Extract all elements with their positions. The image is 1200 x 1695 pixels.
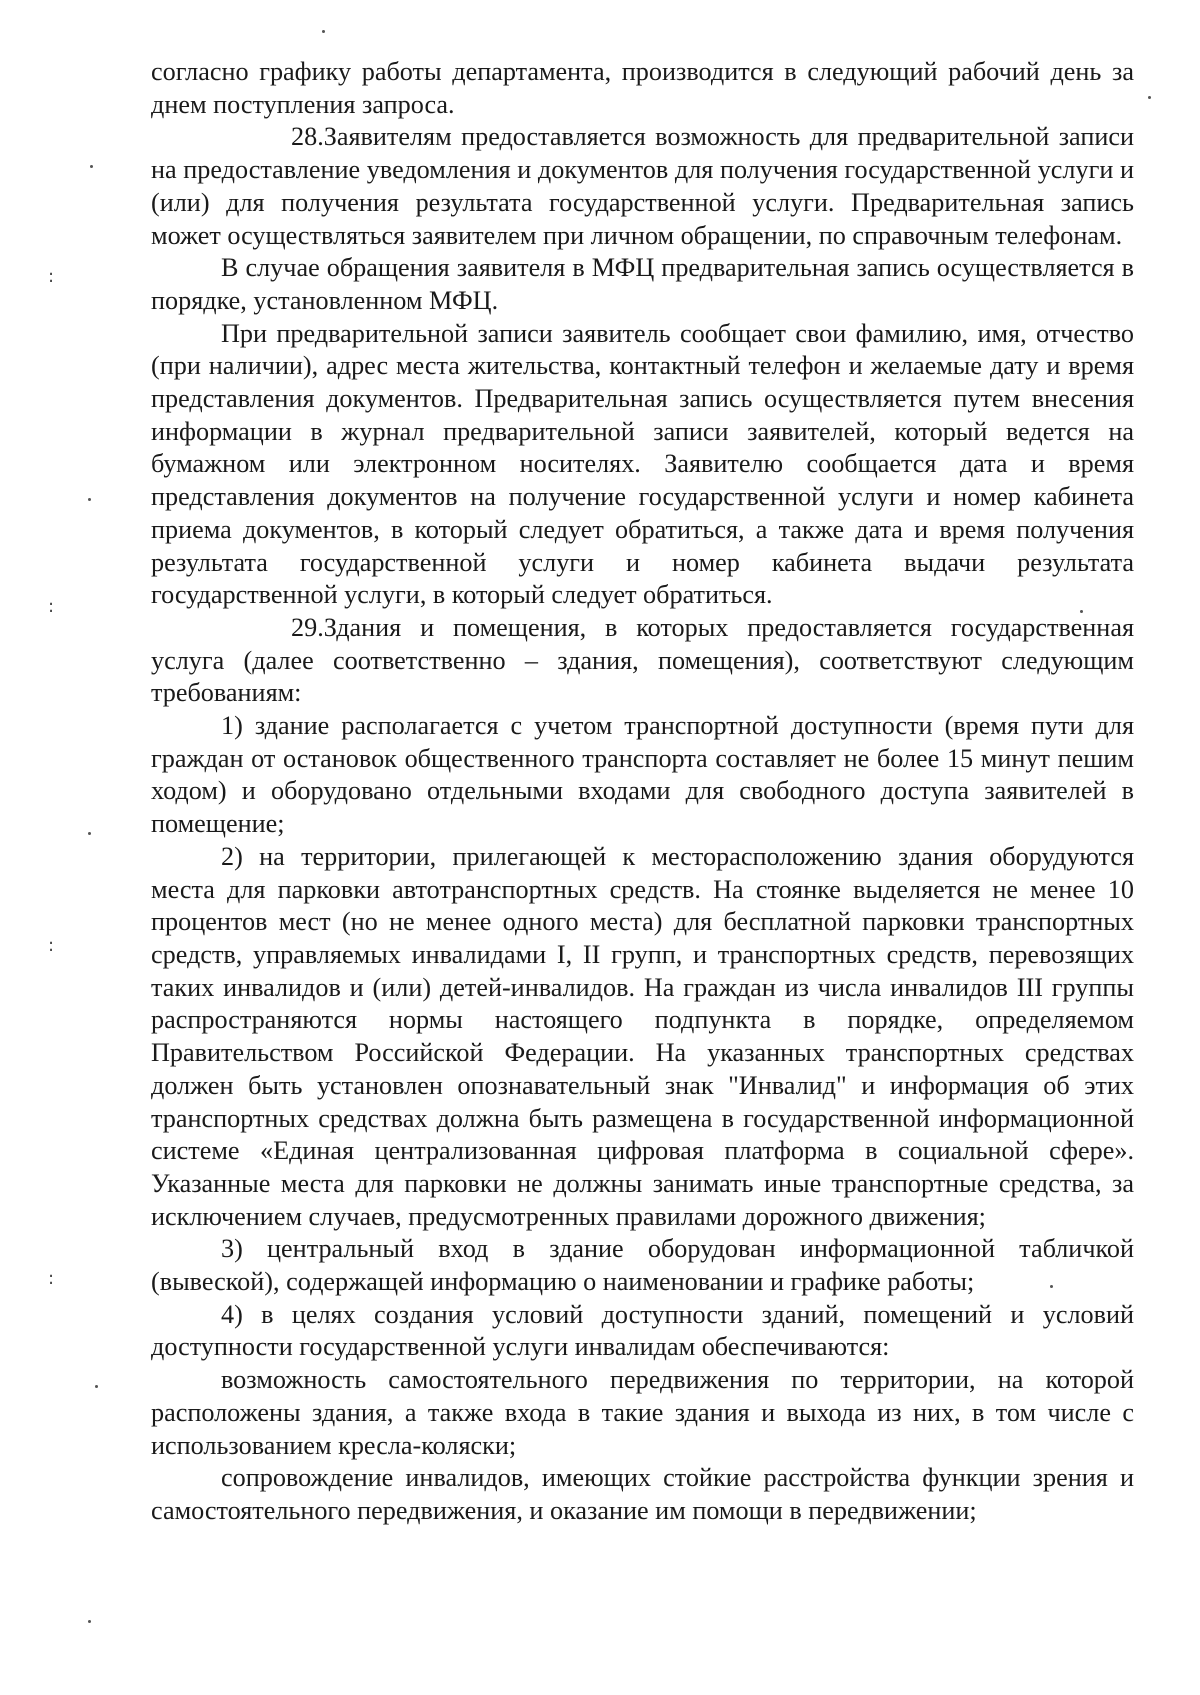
sub-item: [151, 1462, 1134, 1527]
document-page: [151, 56, 1134, 1528]
margin-mark: :: [48, 1268, 55, 1289]
paragraph-text: 1) здание располагается с учетом транспортной доступности (время пути для граждан от остановок общественного транспорта составляет не более 15 минут пешим ходом) и оборудовано отдельными входами для свободного доступа заявителей в помещение;: [151, 711, 1134, 839]
paragraph-number: 29.: [291, 612, 324, 642]
scan-speck: [95, 1385, 98, 1388]
list-item-4: [151, 1299, 1134, 1364]
margin-mark: :: [48, 596, 55, 617]
paragraph-text: 2) на территории, прилегающей к месторасположению здания оборудуются места для парковки автотранспортных средств. На стоянке выделяется не менее 10 процентов мест (но не менее одного места) для бесплатной парковки транспортных средств, управляемых инвалидами I, II групп, и транспортных средств, перевозящих таких инвалидов и (или) детей-инвалидов. На граждан из числа инвалидов III группы распространяются нормы настоящего подпункта в порядке, определяемом Правительством Российской Федерации. На указанных транспортных средствах должен быть установлен опознавательный знак "Инвалид" и информация об этих транспортных средствах должна быть размещена в государственной информационной системе «Единая централизованная цифровая платформа в социальной сфере». Указанные места для парковки не должны занимать иные транспортные средства, за исключением случаев, предусмотренных правилами дорожного движения;: [151, 841, 1134, 1231]
list-item-2: [151, 841, 1134, 1233]
paragraph-text: В случае обращения заявителя в МФЦ предварительная запись осуществляется в порядке, установленном МФЦ.: [151, 253, 1134, 315]
paragraph-text: 4) в целях создания условий доступности зданий, помещений и условий доступности государственной услуги инвалидам обеспечиваются:: [151, 1299, 1134, 1362]
paragraph-28: [151, 121, 1134, 252]
paragraph-text: сопровождение инвалидов, имеющих стойкие расстройства функции зрения и самостоятельного передвижения, и оказание им помощи в передвижении;: [151, 1463, 1134, 1525]
paragraph-text: возможность самостоятельного передвижения по территории, на которой расположены здания, а также входа в такие здания и выхода из них, в том числе с использованием кресла-коляски;: [151, 1365, 1134, 1460]
paragraph-29: [151, 612, 1134, 710]
scan-speck: [88, 832, 91, 835]
paragraph-text: При предварительной записи заявитель сообщает свои фамилию, имя, отчество (при наличии), адрес места жительства, контактный телефон и желаемые дату и время представления документов. Предварительная запись осуществляется путем внесения информации в журнал предварительной записи заявителей, который ведется на бумажном или электронном носителях. Заявителю сообщается дата и время представления документов на получение государственной услуги и номер кабинета приема документов, в который следует обратиться, а также дата и время получения результата государственной услуги и номер кабинета выдачи результата государственной услуги, в который следует обратиться.: [151, 318, 1134, 610]
list-item-3: [151, 1233, 1134, 1298]
paragraph: [151, 56, 1134, 121]
paragraph-text: Здания и помещения, в которых предоставляется государственная услуга (далее соответственно – здания, помещения), соответствуют следующим требованиям:: [151, 612, 1134, 708]
paragraph-text: согласно графику работы департамента, производится в следующий рабочий день за днем поступления запроса.: [151, 57, 1134, 119]
paragraph-text: Заявителям предоставляется возможность для предварительной записи на предоставление уведомления и документов для получения государственной услуги и (или) для получения результата государственной услуги. Предварительная запись может осуществляться заявителем при личном обращении, по справочным телефонам.: [151, 122, 1134, 250]
scan-speck: [88, 1620, 91, 1623]
scan-speck: [322, 30, 325, 33]
margin-mark: :: [48, 935, 55, 956]
paragraph: [151, 252, 1134, 317]
paragraph-number: 28.: [291, 122, 324, 152]
paragraph-text: 3) центральный вход в здание оборудован информационной табличкой (вывеской), содержащей информацию о наименовании и графике работы;: [151, 1234, 1134, 1297]
list-item-1: [151, 710, 1134, 841]
scan-speck: [88, 498, 91, 501]
scan-speck: [1148, 96, 1151, 99]
scan-speck: [90, 165, 93, 168]
margin-mark: :: [48, 266, 55, 287]
sub-item: [151, 1364, 1134, 1462]
paragraph: [151, 318, 1134, 612]
